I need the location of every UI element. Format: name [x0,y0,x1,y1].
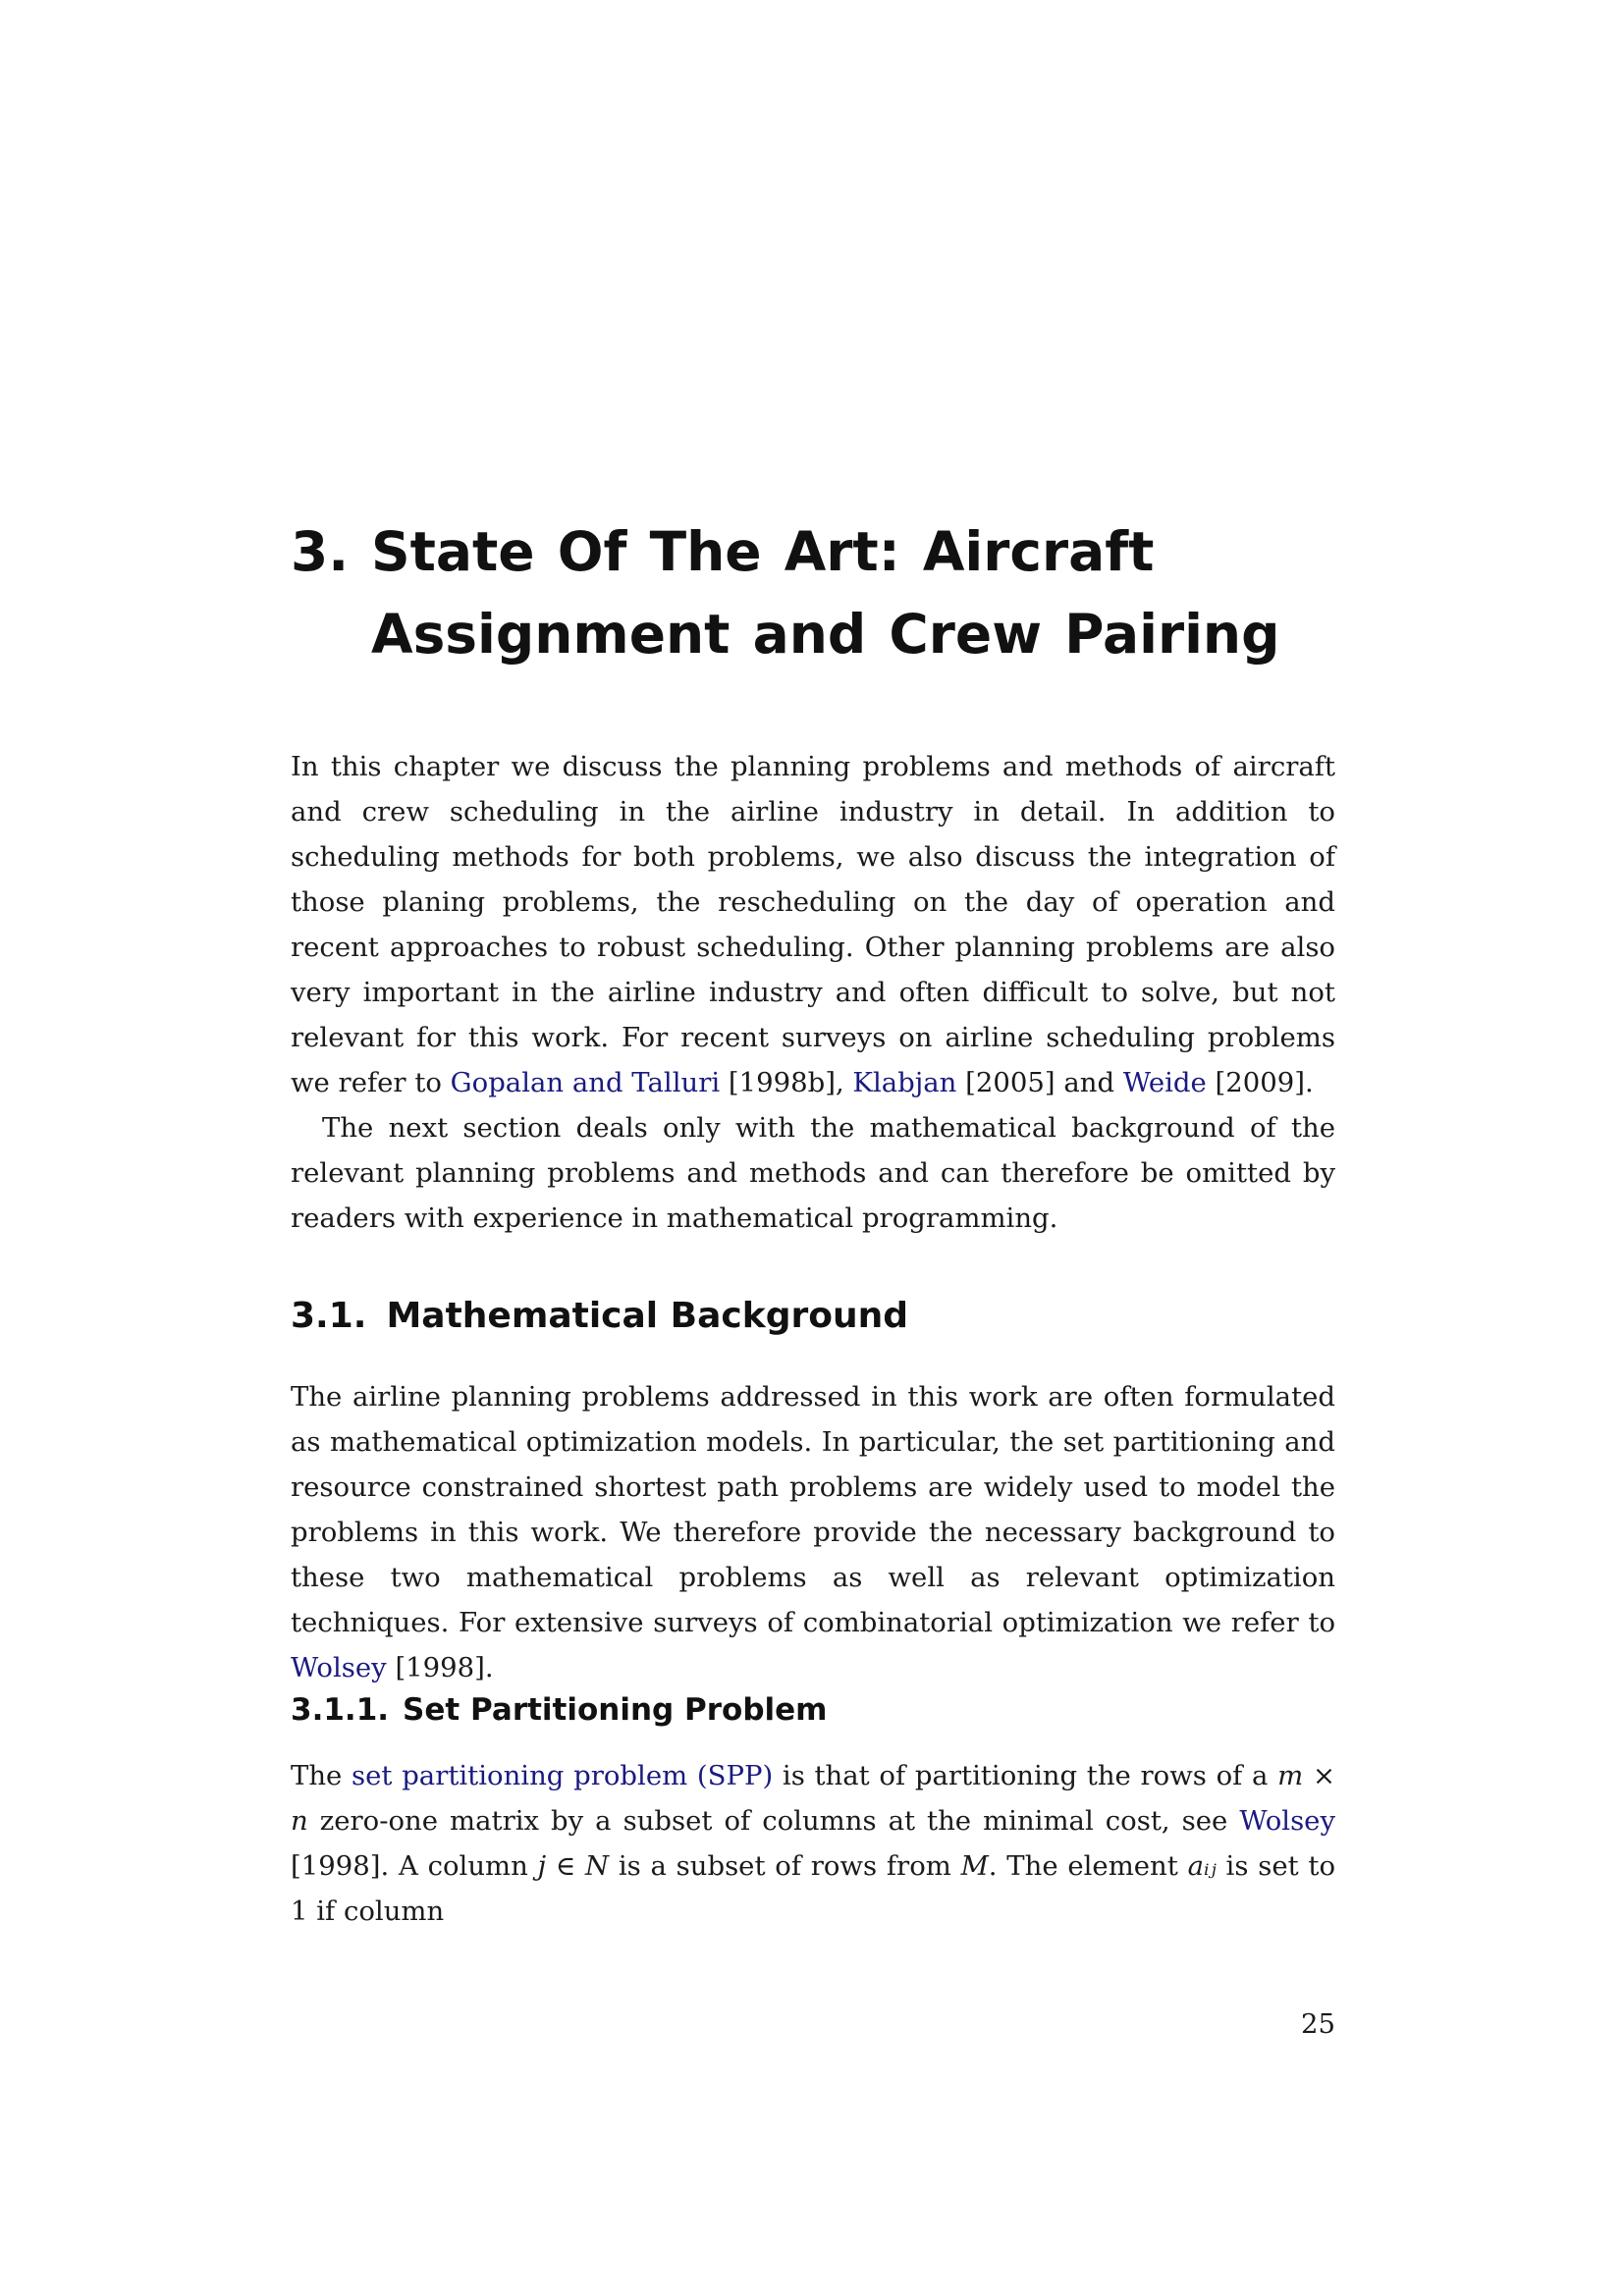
conjunction: and [1055,1067,1123,1098]
intro-section [291,744,1335,1241]
citation-year-1998[interactable]: [1998] [395,1652,485,1683]
section-paragraph [291,1374,1335,1690]
page-number: 25 [1301,2008,1335,2040]
subsection-heading [291,1688,828,1732]
citation-year-2005[interactable]: [2005] [965,1067,1056,1098]
section-title-text: Mathematical Background [386,1296,908,1336]
math-m: M [960,1850,989,1882]
subsection-body [291,1753,1335,1934]
text: is a subset of rows from [609,1850,961,1882]
chapter-title-text: State Of The Art: Aircraft Assignment and Crew Pairing [371,520,1280,666]
subsection-title-text: Set Partitioning Problem [403,1692,828,1728]
section-text: The airline planning problems addressed in this work are often formulated as mathematical optimization models. In particular, the set partitioning and resource constrained shortest path problems are widely used to model the problems in this work. We therefore provide the necessary background to these two mathematical problems as well as relevant optimization techniques. For extensive surveys of combinatorial optimization we refer to [291,1381,1335,1638]
period: . [484,1652,494,1683]
citation-wolsey[interactable]: Wolsey [291,1652,387,1683]
text: . A column [380,1850,538,1882]
section-number: 3.1. [291,1296,367,1336]
intro-paragraph-2: The next section deals only with the mathematical background of the relevant planning problems and methods and can therefore be omitted by readers with experience in mathematical programming. [291,1112,1335,1234]
intro-paragraph-1 [291,744,1335,1105]
citation-year-1998-2[interactable]: [1998] [291,1850,381,1882]
intro-text: In this chapter we discuss the planning problems and methods of aircraft and crew scheduling in the airline industry in detail. In addition to scheduling methods for both problems, we also discuss the integration of those planing problems, the rescheduling on the day of operation and recent approaches to robust scheduling. Other planning problems are also very important in the airline industry and often difficult to solve, but not relevant for this work. For recent surveys on airline scheduling problems we refer to [291,751,1335,1098]
math-aij: aᵢⱼ [1187,1850,1217,1882]
separator: , [835,1067,853,1098]
citation-wolsey-2[interactable]: Wolsey [1239,1805,1335,1837]
chapter-title [291,510,1335,675]
citation-year-1998b[interactable]: [1998b] [728,1067,836,1098]
section-heading [291,1292,908,1341]
text: zero-one matrix by a subset of columns at the minimal cost, see [307,1805,1240,1837]
subsection-paragraph [291,1753,1335,1934]
period: . [1305,1067,1314,1098]
math-m-times-n: m × n [291,1760,1335,1837]
chapter-number: 3. [291,520,350,583]
text: is that of partitioning the rows of a [773,1760,1278,1791]
citation-klabjan[interactable]: Klabjan [852,1067,957,1098]
math-j-in-n: j ∈ N [537,1850,610,1882]
citation-weide[interactable]: Weide [1122,1067,1207,1098]
spp-glossary-link[interactable]: set partitioning problem (SPP) [352,1760,774,1791]
text: The [291,1760,352,1791]
text: . The element [988,1850,1188,1882]
citation-year-2009[interactable]: [2009] [1215,1067,1305,1098]
subsection-number: 3.1.1. [291,1692,390,1728]
citation-gopalan-talluri[interactable]: Gopalan and Talluri [450,1067,721,1098]
section-body [291,1374,1335,1690]
text: is set to 1 if column [291,1850,1336,1927]
